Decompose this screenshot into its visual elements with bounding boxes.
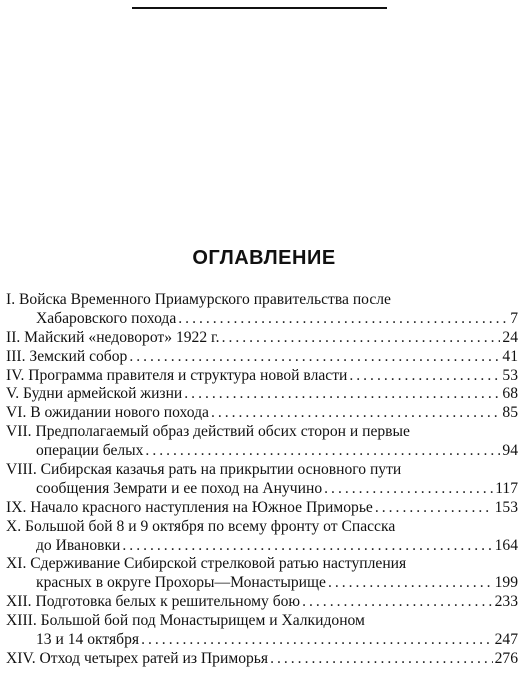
toc-entry — [6, 518, 518, 556]
dot-leader — [324, 480, 493, 499]
toc-entry-line — [6, 367, 518, 386]
toc-entry-text: до Ивановки — [36, 536, 121, 554]
toc-page-number: 24 — [502, 328, 518, 346]
dot-leader — [211, 404, 500, 423]
table-of-contents — [6, 291, 518, 669]
toc-page-number: 68 — [502, 385, 518, 403]
toc-entry-text: 13 и 14 октября — [36, 631, 140, 649]
toc-entry — [6, 291, 518, 329]
toc-entry-text: IV. Программа правителя и структура новой власти — [6, 366, 348, 384]
toc-entry-line — [6, 650, 518, 669]
dot-leader — [141, 631, 493, 650]
toc-entry-text: операции белых — [36, 442, 144, 460]
toc-entry — [6, 404, 518, 423]
toc-entry-line — [6, 423, 518, 442]
top-rule — [132, 7, 387, 9]
dot-leader — [222, 329, 501, 348]
toc-entry-text: XII. Подготовка белых к решительному бою — [6, 593, 301, 611]
toc-page-number: 247 — [494, 631, 518, 649]
toc-page-number: 233 — [494, 593, 518, 611]
toc-page-number: 85 — [502, 404, 518, 422]
toc-entry — [6, 329, 518, 348]
toc-entry — [6, 367, 518, 386]
toc-page-number: 7 — [510, 309, 518, 327]
toc-entry-text: IX. Начало красного наступления на Южное Приморье — [6, 498, 373, 516]
toc-entry — [6, 461, 518, 499]
toc-entry-line — [6, 574, 518, 593]
toc-entry-line — [6, 480, 518, 499]
toc-entry-text: VII. Предполагаемый образ действий обсих сторон и первые — [6, 423, 410, 441]
dot-leader — [184, 385, 500, 404]
toc-entry-line — [6, 537, 518, 556]
toc-entry — [6, 555, 518, 593]
dot-leader — [270, 650, 493, 669]
toc-entry-text: VI. В ожидании нового похода — [6, 404, 209, 422]
toc-entry-line — [6, 348, 518, 367]
toc-entry — [6, 385, 518, 404]
toc-entry-text: V. Будни армейской жизни — [6, 385, 183, 403]
toc-page-number: 164 — [494, 536, 518, 554]
toc-entry-text: красных в округе Прохоры—Монастырище — [36, 574, 326, 592]
toc-page-number: 276 — [494, 649, 518, 667]
dot-leader — [328, 574, 493, 593]
toc-entry-line — [6, 631, 518, 650]
toc-entry-text: Хабаровского похода — [36, 309, 177, 327]
toc-page-number: 41 — [502, 347, 518, 365]
toc-entry — [6, 423, 518, 461]
toc-entry-text: I. Войска Временного Приамурского правительства после — [6, 291, 391, 308]
dot-leader — [375, 499, 493, 518]
toc-page-number: 94 — [502, 442, 518, 460]
toc-entry-text: III. Земский собор — [6, 347, 128, 365]
toc-entry-line — [6, 329, 518, 348]
dot-leader — [122, 537, 492, 556]
toc-page-number: 153 — [494, 498, 518, 516]
toc-entry — [6, 499, 518, 518]
toc-entry-line — [6, 385, 518, 404]
toc-page-number: 53 — [502, 366, 518, 384]
toc-entry-text: XIII. Большой бой под Монастырищем и Халкидоном — [6, 612, 365, 630]
toc-entry-line — [6, 310, 518, 329]
toc-entry-line — [6, 291, 518, 310]
toc-entry-line — [6, 442, 518, 461]
toc-entry-line — [6, 612, 518, 631]
dot-leader — [302, 593, 493, 612]
toc-entry — [6, 593, 518, 612]
toc-entry-text: X. Большой бой 8 и 9 октября по всему фронту от Спасска — [6, 517, 396, 535]
toc-entry-text: сообщения Земрати и ее поход на Анучино — [36, 479, 323, 497]
toc-entry — [6, 612, 518, 650]
toc-entry-line — [6, 518, 518, 537]
dot-leader — [145, 442, 500, 461]
dot-leader — [178, 310, 508, 329]
toc-entry — [6, 348, 518, 367]
toc-entry-line — [6, 404, 518, 423]
toc-page-number: 117 — [495, 479, 518, 497]
toc-page-number: 199 — [494, 574, 518, 592]
toc-entry-line — [6, 555, 518, 574]
toc-entry-line — [6, 499, 518, 518]
toc-entry — [6, 650, 518, 669]
page-title: ОГЛАВЛЕНИЕ — [192, 247, 336, 269]
toc-entry-text: VIII. Сибирская казачья рать на прикрытии основного пути — [6, 461, 402, 479]
dot-leader — [129, 348, 500, 367]
toc-entry-text: XIV. Отход четырех ратей из Приморья — [6, 649, 269, 667]
toc-entry-text: II. Майский «недоворот» 1922 г. — [6, 328, 220, 346]
toc-entry-line — [6, 461, 518, 480]
toc-entry-text: XI. Сдерживание Сибирской стрелковой ратью наступления — [6, 555, 407, 573]
toc-entry-line — [6, 593, 518, 612]
dot-leader — [349, 367, 500, 386]
